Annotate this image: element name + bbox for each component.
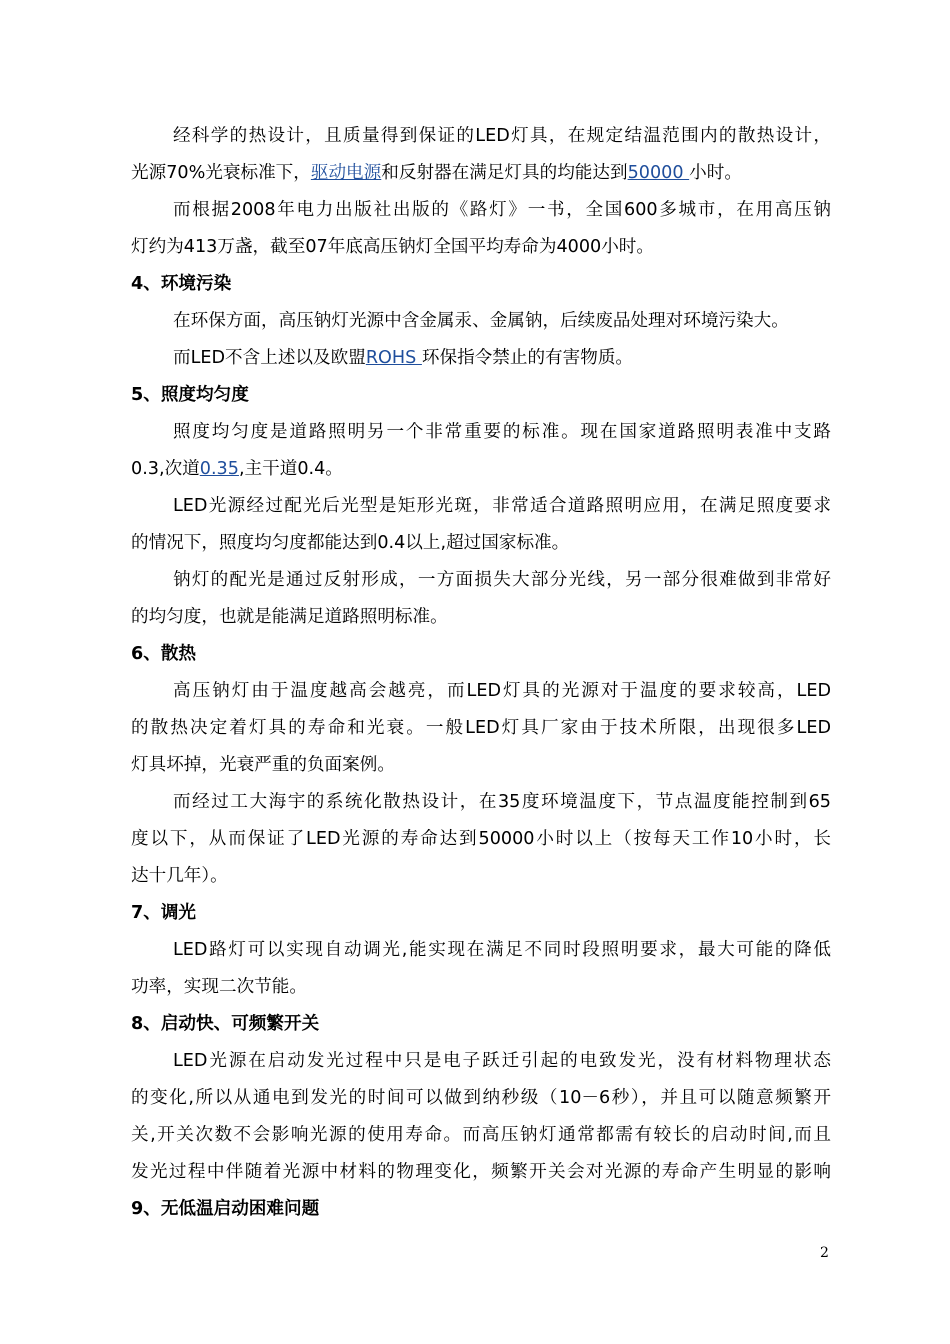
paragraph-line — [131, 451, 831, 488]
text-run: 4、环境污染 — [131, 274, 232, 294]
text-run: ,主干道0.4。 — [238, 459, 343, 479]
text-run: 高压钠灯由于温度越高会越亮，而LED灯具的光源对于温度的要求较高，LED — [173, 681, 831, 701]
text-run: 光源70%光衰标准下， — [131, 163, 311, 183]
paragraph-line — [131, 562, 831, 599]
paragraph-line — [131, 1154, 831, 1191]
paragraph-line — [131, 1080, 831, 1117]
text-run: 的散热决定着灯具的寿命和光衰。一般LED灯具厂家由于技术所限，出现很多LED — [131, 718, 831, 738]
section-heading — [131, 636, 831, 673]
text-run: LED光源经过配光后光型是矩形光斑，非常适合道路照明应用，在满足照度要求 — [173, 496, 831, 516]
paragraph-line — [131, 710, 831, 747]
paragraph-line — [131, 932, 831, 969]
text-run: 7、调光 — [131, 903, 197, 923]
paragraph-line — [131, 229, 831, 266]
paragraph-line — [131, 747, 831, 784]
paragraph-line — [131, 1117, 831, 1154]
paragraph-line — [131, 155, 831, 192]
paragraph-line — [131, 784, 831, 821]
paragraph-line — [131, 488, 831, 525]
paragraph-line — [131, 525, 831, 562]
document-body — [131, 118, 831, 1228]
paragraph-line — [131, 969, 831, 1006]
paragraph-line — [131, 599, 831, 636]
text-run: 度以下，从而保证了LED光源的寿命达到50000小时以上（按每天工作10小时，长 — [131, 829, 831, 849]
page-number: 2 — [820, 1245, 829, 1261]
text-run: 在环保方面，高压钠灯光源中含金属汞、金属钠，后续废品处理对环境污染大。 — [173, 311, 789, 331]
text-run: 灯约为413万盏，截至07年底高压钠灯全国平均寿命为4000小时。 — [131, 237, 654, 257]
text-run: 和反射器在满足灯具的均能达到 — [381, 163, 628, 183]
paragraph-line — [131, 673, 831, 710]
section-heading — [131, 1006, 831, 1043]
section-heading — [131, 895, 831, 932]
paragraph-line — [131, 821, 831, 858]
text-run: 经科学的热设计，且质量得到保证的LED灯具，在规定结温范围内的散热设计， — [173, 126, 831, 146]
text-run: LED光源在启动发光过程中只是电子跃迁引起的电致发光，没有材料物理状态 — [173, 1051, 831, 1071]
text-run: 发光过程中伴随着光源中材料的物理变化，频繁开关会对光源的寿命产生明显的影响 — [131, 1162, 831, 1182]
paragraph-line — [131, 340, 831, 377]
text-run: 而LED不含上述以及欧盟 — [173, 348, 366, 368]
paragraph-line — [131, 414, 831, 451]
text-run: 8、启动快、可频繁开关 — [131, 1014, 320, 1034]
text-run: 的均匀度，也就是能满足道路照明标准。 — [131, 607, 448, 627]
text-run: 而根据2008年电力出版社出版的《路灯》一书，全国600多城市，在用高压钠 — [173, 200, 831, 220]
hyperlink[interactable]: ROHS — [365, 348, 422, 368]
paragraph-line — [131, 303, 831, 340]
section-heading — [131, 266, 831, 303]
text-run: 9、无低温启动困难问题 — [131, 1199, 320, 1219]
text-run: 5、照度均匀度 — [131, 385, 249, 405]
section-heading — [131, 1191, 831, 1228]
text-run: 0.3,次道 — [131, 459, 200, 479]
hyperlink[interactable]: 0.35 — [199, 459, 239, 479]
paragraph-line — [131, 118, 831, 155]
paragraph-line — [131, 192, 831, 229]
text-run: 6、散热 — [131, 644, 197, 664]
text-run: 达十几年）。 — [131, 866, 228, 886]
hyperlink[interactable]: 50000 — [627, 163, 690, 183]
section-heading — [131, 377, 831, 414]
text-run: 环保指令禁止的有害物质。 — [421, 348, 634, 368]
text-run: 的情况下，照度均匀度都能达到0.4以上,超过国家标准。 — [131, 533, 570, 553]
paragraph-line — [131, 858, 831, 895]
text-run: 功率，实现二次节能。 — [131, 977, 307, 997]
text-run: LED路灯可以实现自动调光,能实现在满足不同时段照明要求，最大可能的降低 — [173, 940, 831, 960]
text-run: 小时。 — [689, 163, 742, 183]
text-run: 而经过工大海宇的系统化散热设计，在35度环境温度下，节点温度能控制到65 — [173, 792, 831, 812]
text-run: 的变化,所以从通电到发光的时间可以做到纳秒级（10－6秒），并且可以随意频繁开 — [131, 1088, 831, 1108]
text-run: 关,开关次数不会影响光源的使用寿命。而高压钠灯通常都需有较长的启动时间,而且 — [131, 1125, 831, 1145]
text-run: 照度均匀度是道路照明另一个非常重要的标准。现在国家道路照明表准中支路 — [173, 422, 831, 442]
text-run: 钠灯的配光是通过反射形成，一方面损失大部分光线，另一部分很难做到非常好 — [173, 570, 831, 590]
paragraph-line — [131, 1043, 831, 1080]
hyperlink[interactable]: 驱动电源 — [310, 163, 382, 183]
text-run: 灯具坏掉，光衰严重的负面案例。 — [131, 755, 395, 775]
